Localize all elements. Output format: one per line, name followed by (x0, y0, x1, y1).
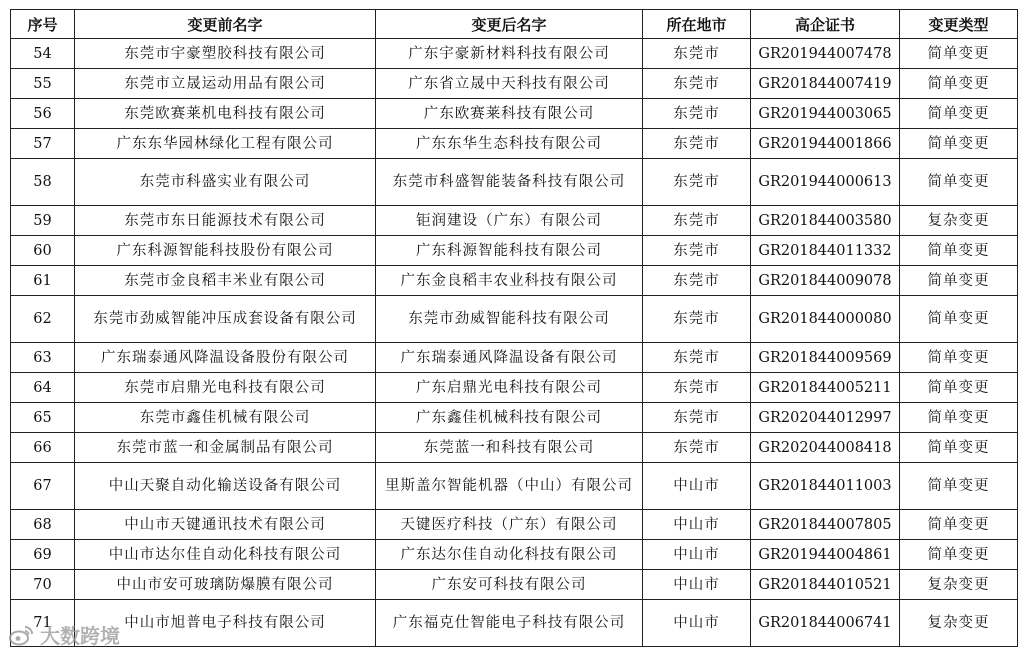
header-city: 所在地市 (643, 10, 751, 39)
cell-city: 东莞市 (643, 39, 751, 69)
cell-name-before: 中山天聚自动化输送设备有限公司 (75, 463, 376, 510)
cell-name-before: 东莞市劲威智能冲压成套设备有限公司 (75, 296, 376, 343)
cell-name-after: 广东金良稻丰农业科技有限公司 (376, 266, 643, 296)
cell-certificate: GR201844011003 (751, 463, 900, 510)
table-row (11, 600, 1018, 647)
cell-name-before: 中山市旭普电子科技有限公司 (75, 600, 376, 647)
cell-change-type: 简单变更 (900, 159, 1018, 206)
cell-name-before: 东莞市蓝一和金属制品有限公司 (75, 433, 376, 463)
cell-name-before: 东莞市金良稻丰米业有限公司 (75, 266, 376, 296)
cell-name-after: 钜润建设（广东）有限公司 (376, 206, 643, 236)
cell-name-after: 东莞蓝一和科技有限公司 (376, 433, 643, 463)
table-row (11, 403, 1018, 433)
cell-name-after: 广东东华生态科技有限公司 (376, 129, 643, 159)
header-name-before: 变更前名字 (75, 10, 376, 39)
table-row (11, 433, 1018, 463)
cell-number: 65 (11, 403, 75, 433)
cell-change-type: 简单变更 (900, 463, 1018, 510)
cell-number: 62 (11, 296, 75, 343)
cell-name-before: 东莞市启鼎光电科技有限公司 (75, 373, 376, 403)
cell-city: 东莞市 (643, 296, 751, 343)
cell-change-type: 简单变更 (900, 343, 1018, 373)
cell-name-after: 广东科源智能科技有限公司 (376, 236, 643, 266)
cell-number: 68 (11, 510, 75, 540)
cell-number: 60 (11, 236, 75, 266)
cell-certificate: GR201844007805 (751, 510, 900, 540)
cell-name-before: 中山市达尔佳自动化科技有限公司 (75, 540, 376, 570)
cell-city: 东莞市 (643, 129, 751, 159)
watermark (8, 620, 120, 649)
cell-name-before: 东莞市宇豪塑胶科技有限公司 (75, 39, 376, 69)
cell-number: 61 (11, 266, 75, 296)
cell-city: 东莞市 (643, 99, 751, 129)
header-change-type: 变更类型 (900, 10, 1018, 39)
cell-certificate: GR201944003065 (751, 99, 900, 129)
cell-city: 东莞市 (643, 343, 751, 373)
cell-name-after: 东莞市科盛智能装备科技有限公司 (376, 159, 643, 206)
cell-name-after: 广东启鼎光电科技有限公司 (376, 373, 643, 403)
cell-certificate: GR201844010521 (751, 570, 900, 600)
cell-number: 55 (11, 69, 75, 99)
cell-city: 中山市 (643, 570, 751, 600)
cell-number: 71 (11, 600, 75, 647)
cell-name-after: 广东鑫佳机械科技有限公司 (376, 403, 643, 433)
cell-name-after: 天键医疗科技（广东）有限公司 (376, 510, 643, 540)
cell-number: 64 (11, 373, 75, 403)
cell-name-after: 广东达尔佳自动化科技有限公司 (376, 540, 643, 570)
table-row (11, 570, 1018, 600)
cell-city: 中山市 (643, 510, 751, 540)
cell-name-after: 广东安可科技有限公司 (376, 570, 643, 600)
cell-certificate: GR201944007478 (751, 39, 900, 69)
cell-name-after: 广东欧赛莱科技有限公司 (376, 99, 643, 129)
header-certificate: 高企证书 (751, 10, 900, 39)
cell-name-after: 广东省立晟中天科技有限公司 (376, 69, 643, 99)
cell-certificate: GR201944004861 (751, 540, 900, 570)
cell-city: 东莞市 (643, 403, 751, 433)
cell-change-type: 简单变更 (900, 373, 1018, 403)
cell-city: 中山市 (643, 600, 751, 647)
cell-number: 67 (11, 463, 75, 510)
cell-number: 57 (11, 129, 75, 159)
cell-change-type: 简单变更 (900, 403, 1018, 433)
cell-certificate: GR201844003580 (751, 206, 900, 236)
table-row (11, 39, 1018, 69)
cell-name-before: 中山市安可玻璃防爆膜有限公司 (75, 570, 376, 600)
company-name-change-table (10, 9, 1018, 647)
table-row (11, 99, 1018, 129)
cell-change-type: 复杂变更 (900, 600, 1018, 647)
header-no: 序号 (11, 10, 75, 39)
table-row (11, 129, 1018, 159)
table-row (11, 69, 1018, 99)
cell-number: 56 (11, 99, 75, 129)
cell-city: 东莞市 (643, 159, 751, 206)
cell-name-before: 东莞市东日能源技术有限公司 (75, 206, 376, 236)
cell-city: 东莞市 (643, 236, 751, 266)
cell-certificate: GR201844011332 (751, 236, 900, 266)
cell-certificate: GR201844005211 (751, 373, 900, 403)
table-row (11, 206, 1018, 236)
cell-city: 东莞市 (643, 69, 751, 99)
cell-name-after: 东莞市劲威智能科技有限公司 (376, 296, 643, 343)
cell-change-type: 简单变更 (900, 69, 1018, 99)
cell-name-before: 中山市天键通讯技术有限公司 (75, 510, 376, 540)
cell-name-before: 东莞欧赛莱机电科技有限公司 (75, 99, 376, 129)
cell-number: 58 (11, 159, 75, 206)
cell-city: 东莞市 (643, 206, 751, 236)
table-header-row (11, 10, 1018, 39)
cell-city: 中山市 (643, 463, 751, 510)
cell-certificate: GR201844000080 (751, 296, 900, 343)
cell-number: 69 (11, 540, 75, 570)
table-row (11, 373, 1018, 403)
cell-certificate: GR201844009078 (751, 266, 900, 296)
cell-certificate: GR201844007419 (751, 69, 900, 99)
cell-change-type: 简单变更 (900, 39, 1018, 69)
cell-certificate: GR201944000613 (751, 159, 900, 206)
cell-city: 东莞市 (643, 433, 751, 463)
table-row (11, 296, 1018, 343)
cell-number: 70 (11, 570, 75, 600)
cell-number: 54 (11, 39, 75, 69)
table-row (11, 159, 1018, 206)
cell-change-type: 简单变更 (900, 510, 1018, 540)
table-row (11, 463, 1018, 510)
cell-change-type: 复杂变更 (900, 570, 1018, 600)
cell-city: 东莞市 (643, 373, 751, 403)
header-name-after: 变更后名字 (376, 10, 643, 39)
cell-name-before: 东莞市科盛实业有限公司 (75, 159, 376, 206)
cell-change-type: 简单变更 (900, 99, 1018, 129)
cell-name-before: 东莞市鑫佳机械有限公司 (75, 403, 376, 433)
cell-certificate: GR202044012997 (751, 403, 900, 433)
table-row (11, 343, 1018, 373)
cell-certificate: GR201844009569 (751, 343, 900, 373)
table-row (11, 236, 1018, 266)
table-row (11, 266, 1018, 296)
cell-certificate: GR202044008418 (751, 433, 900, 463)
cell-certificate: GR201844006741 (751, 600, 900, 647)
cell-name-after: 里斯盖尔智能机器（中山）有限公司 (376, 463, 643, 510)
cell-number: 63 (11, 343, 75, 373)
cell-name-before: 广东科源智能科技股份有限公司 (75, 236, 376, 266)
watermark-text: 大数跨境 (40, 624, 120, 648)
cell-city: 东莞市 (643, 266, 751, 296)
cell-change-type: 简单变更 (900, 433, 1018, 463)
cell-name-before: 广东东华园林绿化工程有限公司 (75, 129, 376, 159)
cell-city: 中山市 (643, 540, 751, 570)
cell-name-after: 广东宇豪新材料科技有限公司 (376, 39, 643, 69)
cell-number: 59 (11, 206, 75, 236)
cell-name-after: 广东福克仕智能电子科技有限公司 (376, 600, 643, 647)
cell-change-type: 简单变更 (900, 236, 1018, 266)
cell-name-before: 广东瑞泰通风降温设备股份有限公司 (75, 343, 376, 373)
cell-number: 66 (11, 433, 75, 463)
cell-change-type: 简单变更 (900, 129, 1018, 159)
cell-change-type: 简单变更 (900, 540, 1018, 570)
table-row (11, 540, 1018, 570)
cell-name-after: 广东瑞泰通风降温设备有限公司 (376, 343, 643, 373)
cell-change-type: 简单变更 (900, 266, 1018, 296)
cell-change-type: 简单变更 (900, 296, 1018, 343)
weibo-icon (8, 624, 34, 646)
cell-name-before: 东莞市立晟运动用品有限公司 (75, 69, 376, 99)
cell-change-type: 复杂变更 (900, 206, 1018, 236)
table-row (11, 510, 1018, 540)
cell-certificate: GR201944001866 (751, 129, 900, 159)
